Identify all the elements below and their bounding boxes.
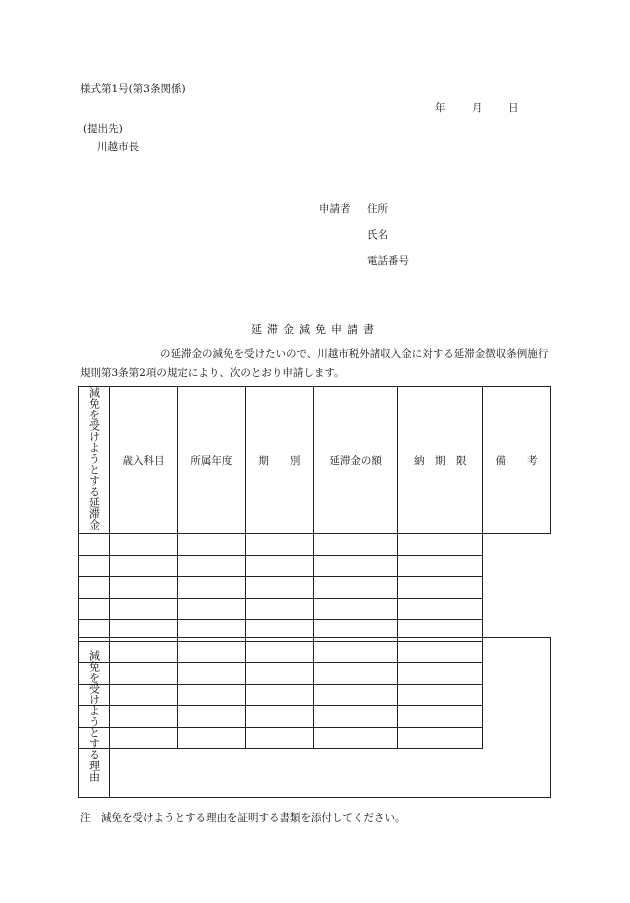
document-title: 延滞金減免申請書 (251, 323, 379, 336)
table-cell[interactable] (313, 577, 398, 599)
table-cell[interactable] (177, 555, 245, 577)
table-row (79, 598, 551, 620)
column-header-period: 期 別 (245, 387, 313, 534)
name-label: 氏名 (367, 229, 388, 241)
column-header-revenue-item: 歳入科目 (110, 387, 178, 534)
submit-to-label: (提出先) (83, 123, 123, 135)
arrears-side-label: 減免を受けようとする延滞金 (87, 387, 101, 530)
address-label: 住所 (367, 203, 388, 215)
table-cell[interactable] (313, 598, 398, 620)
reason-input-area[interactable] (110, 638, 551, 798)
table-cell[interactable] (245, 534, 313, 556)
reason-table (78, 637, 551, 798)
submit-to-value: 川越市長 (97, 141, 139, 153)
table-cell[interactable] (110, 534, 178, 556)
table-cell[interactable] (177, 534, 245, 556)
table-cell[interactable] (177, 598, 245, 620)
table-cell[interactable] (398, 555, 483, 577)
table-cell[interactable] (313, 555, 398, 577)
table-cell[interactable] (245, 555, 313, 577)
date-month-label: 月 (472, 102, 483, 114)
reason-side-label-cell (79, 638, 110, 798)
table-cell[interactable] (110, 598, 178, 620)
table-row (79, 534, 551, 556)
applicant-label: 申請者 (319, 203, 351, 215)
date-year-label: 年 (435, 102, 446, 114)
table-cell[interactable] (398, 598, 483, 620)
table-cell[interactable] (79, 598, 110, 620)
note-text: 減免を受けようとする理由を証明する書類を添付してください。 (101, 812, 406, 824)
date-day-label: 日 (508, 102, 519, 114)
arrears-side-label-cell (79, 387, 110, 534)
table-cell[interactable] (79, 555, 110, 577)
column-header-due-date: 納 期 限 (398, 387, 483, 534)
form-number: 様式第1号(第3条関係) (80, 83, 186, 95)
column-header-arrears-amount: 延滞金の額 (313, 387, 398, 534)
table-cell[interactable] (398, 534, 483, 556)
table-header-row (79, 387, 551, 534)
table-cell[interactable] (177, 577, 245, 599)
table-row (79, 577, 551, 599)
table-cell[interactable] (79, 534, 110, 556)
table-cell[interactable] (245, 598, 313, 620)
table-cell[interactable] (245, 577, 313, 599)
phone-label: 電話番号 (367, 255, 409, 267)
table-cell[interactable] (398, 577, 483, 599)
table-cell[interactable] (110, 555, 178, 577)
table-row (79, 555, 551, 577)
table-cell[interactable] (313, 534, 398, 556)
column-header-remarks: 備 考 (482, 387, 550, 534)
table-cell[interactable] (110, 577, 178, 599)
table-cell[interactable] (79, 577, 110, 599)
intro-paragraph: の延滞金の減免を受けたいので、川越市税外諸収入金に対する延滞金徴収条例施行規則第3条第2項の規定により、次のとおり申請します。 (80, 348, 549, 379)
note-label: 注 (80, 812, 91, 824)
reason-side-label: 減免を受けようとする理由 (87, 650, 101, 782)
column-header-fiscal-year: 所属年度 (177, 387, 245, 534)
